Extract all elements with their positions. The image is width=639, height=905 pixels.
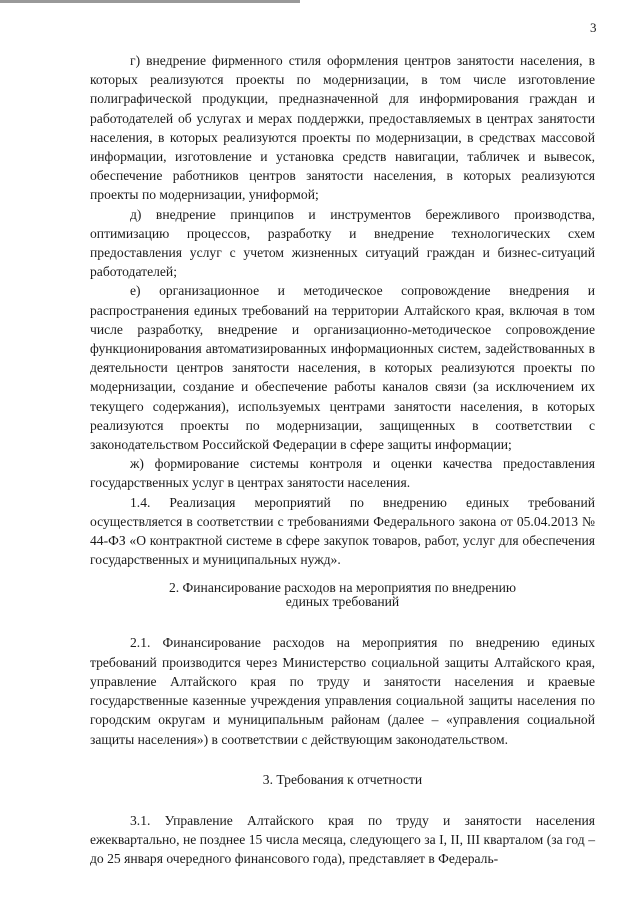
list-item-d: д) внедрение принципов и инструментов бережливого производства, оптимизацию процессов, разработку и внедрение технологических схем предоставления услуг с учетом жизненных ситуаций граждан и бизнес-ситуаций работодателей; <box>90 206 595 280</box>
section-2-heading-line1: 2. Финансирование расходов на мероприятия по внедрению <box>168 580 517 596</box>
scan-edge-mark <box>0 0 300 3</box>
document-body <box>90 51 595 868</box>
clause-2-1: 2.1. Финансирование расходов на мероприятия по внедрению единых требований производится через Министерство социальной защиты Алтайского края, управление Алтайского края по труду и занятости населения и краевые государственные казенные учреждения управления социальной защиты населения по городским округам и муниципальным районам (далее – «управления социальной защиты населения») в соответствии с действующим законодательством. <box>90 635 595 747</box>
section-3-heading: 3. Требования к отчетности <box>262 771 423 787</box>
list-item-zh: ж) формирование системы контроля и оценки качества предоставления государственных услуг в центрах занятости населения. <box>90 456 595 491</box>
list-item-g: г) внедрение фирменного стиля оформления центров занятости населения, в которых реализуются проекты по модернизации, в том числе изготовление полиграфической продукции, предназначенной для информирования граждан и работодателей об услугах и мерах поддержки, предоставляемых в центрах занятости населения, в которых реализуются проекты по модернизации, в средствах массовой информации, изготовление и установка средств навигации, табличек и вывесок, обеспечение работников центров занятости населения, в которых реализуются проекты по модернизации, униформой; <box>90 53 595 203</box>
page-number: 3 <box>590 20 597 35</box>
list-item-e: е) организационное и методическое сопровождение внедрения и распространения единых требований на территории Алтайского края, включая в том числе разработку, внедрение и организационно-методическое сопровождение функционирования автоматизированных информационных систем, задействованных в деятельности центров занятости населения, в которых реализуются проекты по модернизации, создание и обеспечение работы каналов связи (за исключением их текущего содержания), используемых центрами занятости населения, в которых реализуются проекты по модернизации, защищенных в соответствии с законодательством Российской Федерации в сфере защиты информации; <box>90 283 595 453</box>
clause-1-4: 1.4. Реализация мероприятий по внедрению единых требований осуществляется в соответствии с требованиями Федерального закона от 05.04.2013 № 44-ФЗ «О контрактной системе в сфере закупок товаров, работ, услуг для обеспечения государственных и муниципальных нужд». <box>90 494 595 568</box>
section-2-heading <box>90 581 595 609</box>
section-2-heading-line2: единых требований <box>285 594 400 610</box>
clause-3-1: 3.1. Управление Алтайского края по труду и занятости населения ежеквартально, не позднее 15 числа месяца, следующего за I, II, III кварталом (за год – до 25 января очередного финансового года), представляет в Федераль- <box>90 812 595 867</box>
